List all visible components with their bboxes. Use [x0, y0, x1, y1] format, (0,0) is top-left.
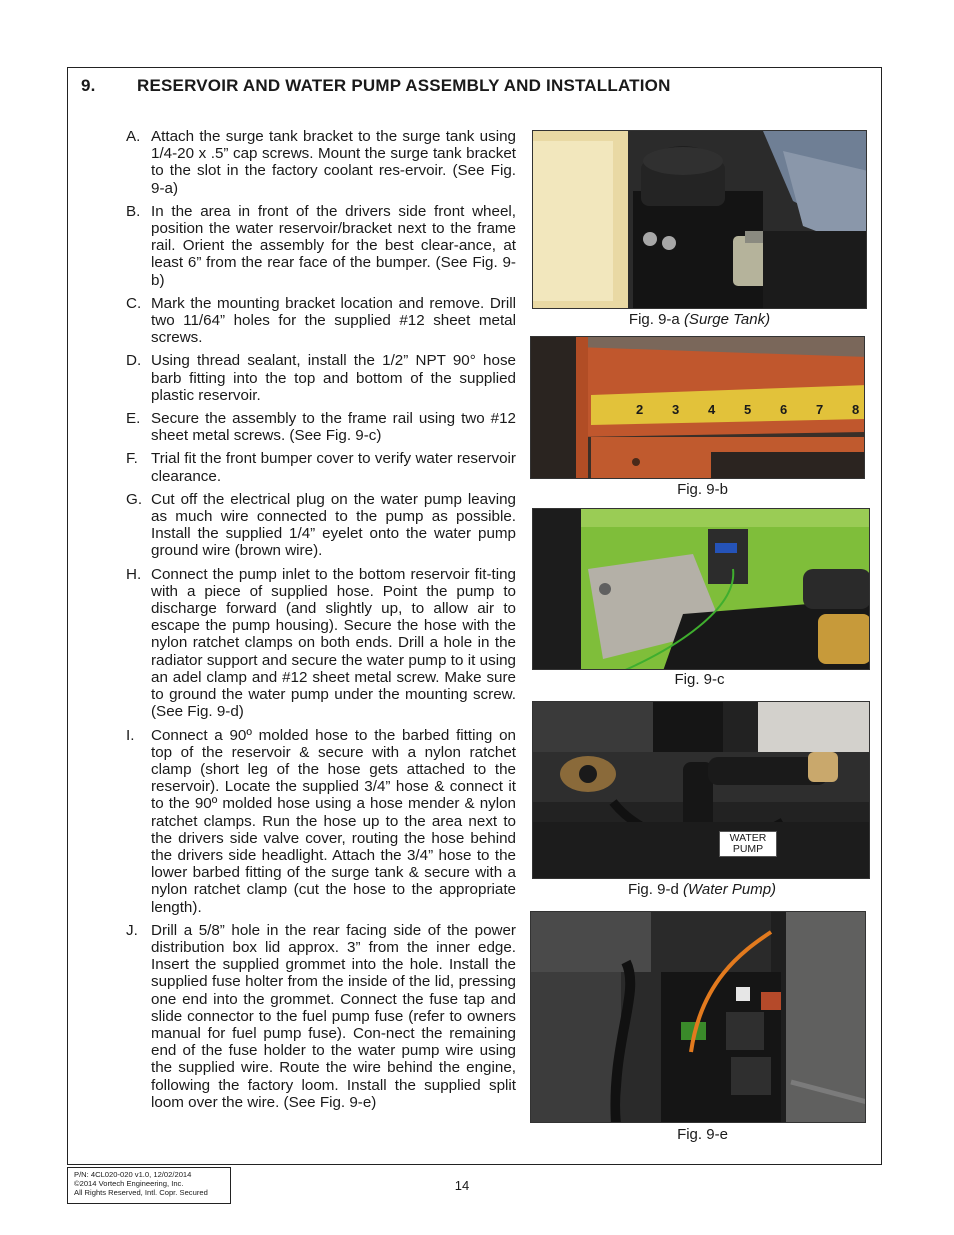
photo-fuse-box — [530, 911, 866, 1123]
caption-fig-9d-note: (Water Pump) — [682, 881, 777, 898]
step-letter: E. — [126, 410, 141, 428]
tape-number: 3 — [672, 402, 680, 417]
section-number: 9. — [81, 76, 96, 95]
step-letter: G. — [126, 490, 143, 508]
tape-number: 5 — [744, 402, 752, 417]
tape-number: 7 — [816, 402, 824, 417]
caption-fig-9a-label: Fig. 9-a — [628, 311, 684, 328]
instruction-step — [126, 410, 516, 444]
photo-water-pump — [532, 701, 870, 879]
caption-fig-9c — [532, 671, 867, 688]
instruction-step — [126, 295, 516, 347]
caption-fig-9d-label: Fig. 9-d — [627, 881, 683, 898]
step-text: Trial fit the front bumper cover to verify water reservoir clearance. — [151, 450, 516, 485]
section-title: RESERVOIR AND WATER PUMP ASSEMBLY AND INSTALLATION — [137, 76, 671, 95]
footer-copyright: ©2014 Vortech Engineering, Inc. — [74, 1179, 184, 1188]
step-letter: C. — [126, 294, 142, 312]
section-heading — [81, 76, 671, 96]
tape-number: 6 — [780, 402, 788, 417]
instruction-step — [126, 128, 516, 197]
step-letter: I. — [126, 726, 135, 744]
step-text: Connect a 90º molded hose to the barbed fitting on top of the reservoir & secure with a nylon ratchet clamp (short leg of the hose gets attached to the reservoir). Locate the supplied 3/4” hose & connect it to the 90º molded hose using a hose mender & nylon ratchet clamps. Run the hose up to the area next to the drivers side valve cover, routing the hose behind the drivers side headlight. Attach the 3/4” hose to the lower barbed fitting of the surge tank & secure with a nylon ratchet clamp (cut the hose to the appropriate length). — [151, 726, 516, 916]
instruction-step — [126, 352, 516, 404]
instruction-step — [126, 566, 516, 721]
caption-fig-9a-note: (Surge Tank) — [683, 311, 771, 328]
instruction-step — [126, 491, 516, 560]
water-pump-callout-line2: PUMP — [732, 843, 764, 855]
caption-fig-9d — [532, 881, 872, 898]
water-pump-callout-line1: WATER — [729, 832, 767, 844]
step-letter: B. — [126, 202, 141, 220]
footer-info — [67, 1167, 231, 1204]
step-text: In the area in front of the drivers side front wheel, position the water reservoir/bracket next to the frame rail. Orient the assembly for the best clear-ance, at least 6” from the rear face of the bumper. (See Fig. 9-b) — [151, 202, 516, 289]
caption-fig-9e — [530, 1126, 875, 1143]
step-letter: A. — [126, 128, 141, 145]
water-pump-callout — [719, 831, 777, 857]
footer-part-number: P/N: 4CL020-020 v1.0, 12/02/2014 — [74, 1170, 192, 1179]
caption-fig-9b-label: Fig. 9-b — [677, 481, 728, 498]
step-text: Connect the pump inlet to the bottom reservoir fit-ting with a piece of supplied hose. Point the pump to discharge forward (and slightly up, to allow air to escape the pump housing). Secure the hose with the nylon ratchet clamps on both ends. Drill a hole in the radiator support and secure the water pump to it using an adel clamp and #12 sheet metal screw. Make sure to ground the water pump under the mounting screw. (See Fig. 9-d) — [151, 565, 516, 721]
step-text: Attach the surge tank bracket to the surge tank using 1/4-20 x .5” cap screws. Mount the surge tank bracket to the slot in the factory coolant res-ervoir. (See Fig. 9-a) — [151, 128, 516, 197]
instruction-step — [126, 727, 516, 916]
photo-reservoir-bracket — [532, 508, 870, 670]
step-letter: H. — [126, 565, 142, 583]
step-text: Secure the assembly to the frame rail using two #12 sheet metal screws. (See Fig. 9-c) — [151, 410, 516, 445]
caption-fig-9a — [532, 311, 867, 328]
step-letter: F. — [126, 450, 138, 468]
step-text: Using thread sealant, install the 1/2” NPT 90° hose barb fitting into the top and bottom of the supplied plastic reservoir. — [151, 352, 516, 404]
step-text: Drill a 5/8” hole in the rear facing side of the power distribution box lid approx. 3” from the inner edge. Insert the supplied grommet into the hole. Install the supplied fuse holter from the inside of the lid, pressing one end into the grommet. Connect the fuse tap and slide connector to the fuel pump fuse (refer to owners manual for fuel pump fuse). Con-nect the remaining end of the fuse holder to the water pump wire using the supplied wire. Route the wire behind the engine, following the factory loom. Install the supplied split loom over the wire. (See Fig. 9-e) — [151, 921, 516, 1111]
page-number: 14 — [454, 1178, 470, 1193]
instruction-step — [126, 922, 516, 1111]
caption-fig-9c-label: Fig. 9-c — [674, 671, 725, 688]
photo-tape-measure — [530, 336, 865, 479]
photo-surge-tank — [532, 130, 867, 309]
step-text: Mark the mounting bracket location and remove. Drill two 11/64” holes for the supplied #12 sheet metal screws. — [151, 294, 516, 347]
instruction-step — [126, 450, 516, 484]
step-text: Cut off the electrical plug on the water pump leaving as much wire connected to the pump as possible. Install the supplied 1/4” eyelet onto the water pump ground wire (brown wire). — [151, 490, 516, 560]
footer-rights: All Rights Reserved, Intl. Copr. Secured — [74, 1188, 208, 1197]
tape-number: 4 — [708, 402, 716, 417]
caption-fig-9b — [530, 481, 875, 498]
tape-number: 8 — [852, 402, 860, 417]
instruction-steps — [126, 128, 516, 1117]
step-letter: D. — [126, 352, 142, 370]
tape-number: 2 — [636, 402, 644, 417]
step-letter: J. — [126, 921, 138, 939]
caption-fig-9e-label: Fig. 9-e — [677, 1126, 728, 1143]
instruction-step — [126, 203, 516, 289]
